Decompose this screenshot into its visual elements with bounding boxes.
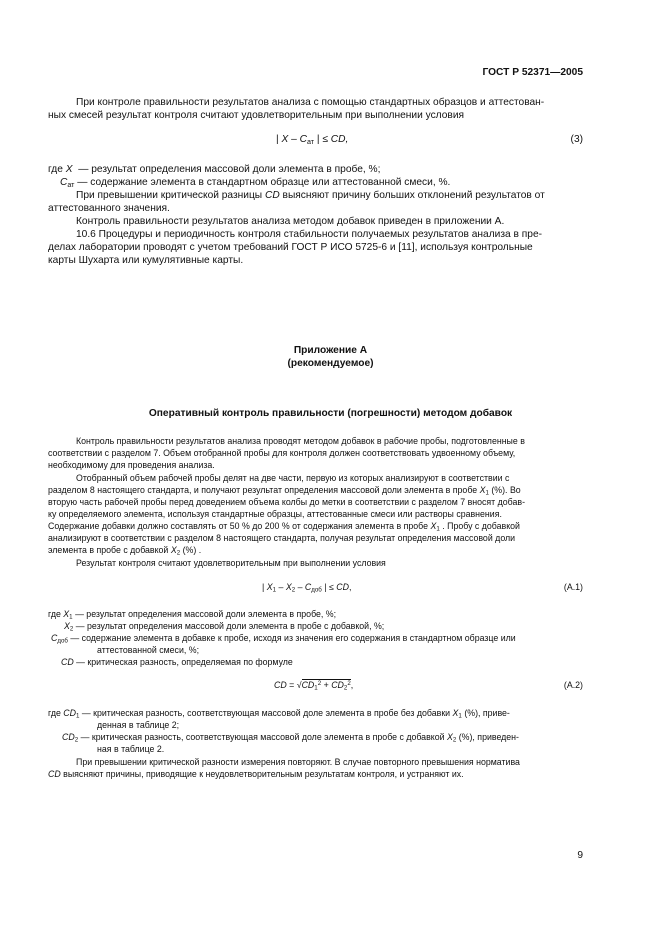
where-x2: $X_2$ — результат определения массовой доли элемента в пробе с добавкой, %; [64, 621, 385, 633]
para-text: Содержание добавки должно составлять от 50 % до 200 % от содержания элемента в пробе $X_1$ . Пробу с добавкой [48, 521, 520, 533]
formula-a2: CD = $√CD_1^2 + CD_2^2$, [274, 680, 354, 692]
formula-3: | X – $C_{ат}$ | ≤ CD, [276, 134, 349, 146]
para-text: Контроль правильности результатов анализа методом добавок приведен в приложении А. [76, 216, 505, 227]
where-cd2-cont: ная в таблице 2. [97, 744, 165, 754]
para-text: необходимому для проведения анализа. [48, 460, 215, 470]
doc-number: ГОСТ Р 52371—2005 [482, 67, 583, 78]
para-text: При контроле правильности результатов анализа с помощью стандартных образцов и аттестован- [76, 97, 545, 108]
formula-number: (А.2) [563, 680, 583, 690]
where-cd2: $CD_2$ — критическая разность, соответствующая массовой доле элемента в пробе с добавкой $X_2$ (%), приведен- [62, 732, 519, 744]
para-text: разделом 8 настоящего стандарта, и получают результат определения массовой доли элемента в пробе $X_1$ (%). Во [48, 485, 521, 497]
para-text: карты Шухарта или кумулятивные карты. [48, 255, 244, 266]
where-cdob: $C_{доб}$ — содержание элемента в добавке к пробе, исходя из значения его содержания в стандартном образце или [51, 633, 516, 645]
para-text: делах лаборатории проводят с учетом требований ГОСТ Р ИСО 5725-6 и [11], используя контрольные [48, 242, 533, 253]
where-cdob-cont: аттестованной смеси, %; [97, 645, 200, 655]
para-text: Отобранный объем рабочей пробы делят на две части, первую из которых анализируют в соответствии с [76, 473, 510, 483]
para-text: CD выясняют причины, приводящие к неудовлетворительным результатам контроля, и устраняют их. [48, 769, 464, 779]
para-text: При превышении критической разности измерения повторяют. В случае повторного превышения норматива [76, 757, 520, 767]
appendix-heading: Оперативный контроль правильности (погрешности) методом добавок [148, 408, 513, 419]
para-text: соответствии с разделом 7. Объем отобранной пробы для контроля должен соответствовать удвоенному объему, [48, 448, 516, 458]
where-cat: $C_{ат}$ — содержание элемента в стандартном образце или аттестованной смеси, %. [60, 177, 451, 189]
para-text: ных смесей результат контроля считают удовлетворительным при выполнении условия [48, 110, 465, 121]
appendix-subtitle: (рекомендуемое) [287, 358, 374, 369]
where-x1: где $X_1$ — результат определения массовой доли элемента в пробе, %; [48, 609, 337, 621]
para-text: Результат контроля считают удовлетворительным при выполнении условия [76, 558, 386, 568]
para-text: аттестованного значения. [48, 203, 170, 214]
para-text: ку определяемого элемента, используя стандартные образцы, аттестованные смеси или растворы сравнения. [48, 509, 502, 519]
appendix-title: Приложение А [293, 345, 368, 356]
para-text: вторую часть рабочей пробы перед доведением объема колбы до метки в соответствии с разделом 7 вносят добав- [48, 497, 526, 507]
page-number: 9 [577, 850, 583, 861]
where-cd1-cont: денная в таблице 2; [97, 720, 180, 730]
para-text: Контроль правильности результатов анализа проводят методом добавок в рабочие пробы, подготовленные в [76, 436, 525, 446]
where-x: где X — результат определения массовой доли элемента в пробе, %; [48, 164, 381, 175]
where-cd1: где $CD_1$ — критическая разность, соответствующая массовой доле элемента в пробе без добавки $X_1$ (%), приве- [48, 708, 510, 720]
formula-number: (3) [570, 134, 583, 145]
para-text: 10.6 Процедуры и периодичность контроля стабильности получаемых результатов анализа в пре- [76, 229, 543, 240]
formula-a1: | $X_1 - X_2 - C_{доб}$ | ≤ CD, [262, 582, 352, 594]
para-text: элемента в пробе с добавкой $X_2$ (%) . [48, 545, 202, 557]
formula-number: (А.1) [563, 582, 583, 592]
para-text: При превышении критической разницы CD выясняют причину больших отклонений результатов от [76, 190, 545, 201]
para-text: анализируют в соответствии с разделом 8 настоящего стандарта, получая результат определения массовой доли [48, 533, 516, 543]
where-cd: CD — критическая разность, определяемая по формуле [61, 657, 293, 667]
